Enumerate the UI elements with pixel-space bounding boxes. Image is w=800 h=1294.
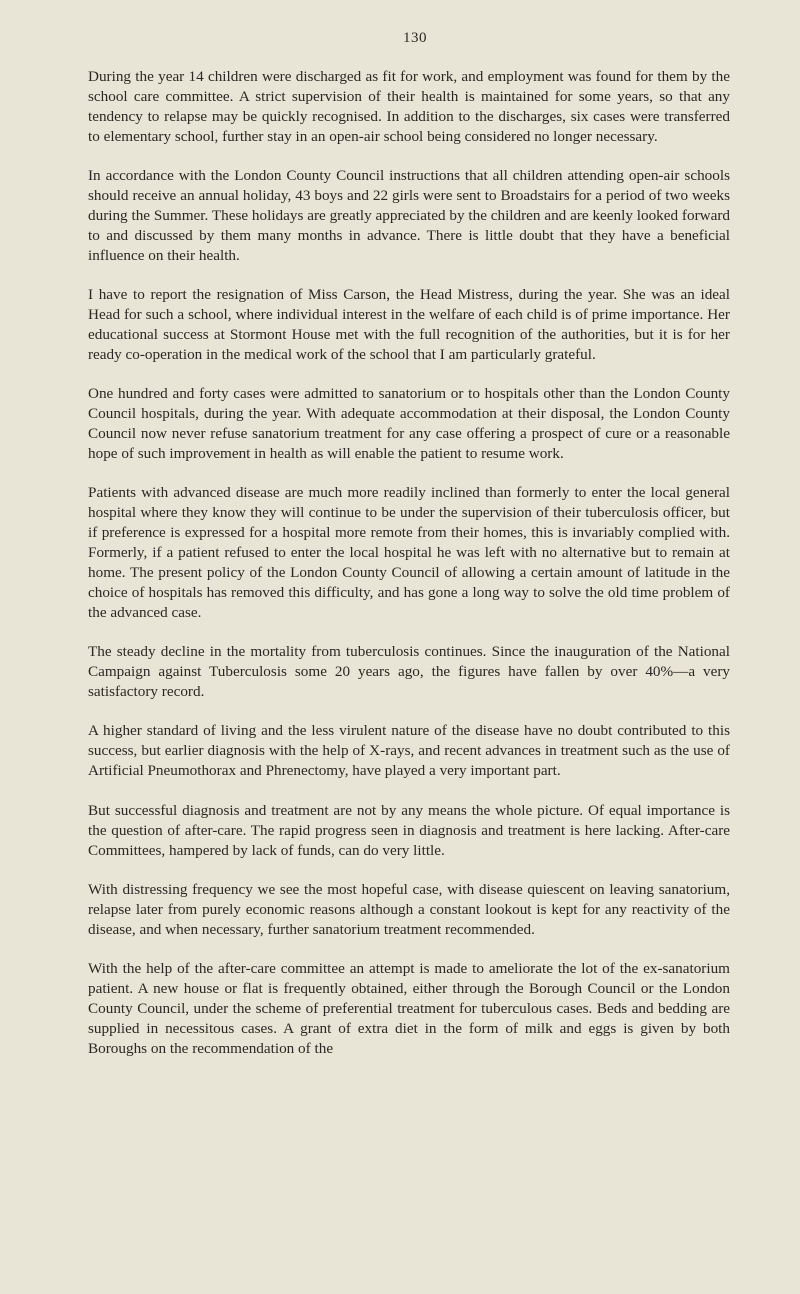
paragraph-contributing-factors: A higher standard of living and the less virulent nature of the disease have no doubt contributed to this success, but earlier diagnosis with the help of X-rays, and recent advances in treatment such as the use of Artificial Pneumothorax and Phrenectomy, have played a very important part. bbox=[88, 722, 730, 780]
paragraph-holidays: In accordance with the London County Council instructions that all children attending open-air schools should receive an annual holiday, 43 boys and 22 girls were sent to Broadstairs for a period of two weeks during the Summer. These holidays are greatly appreciated by the children and are keenly looked forward to and discussed by them many months in advance. There is little doubt that they have a beneficial influence on their health. bbox=[88, 167, 730, 264]
paragraph-sanatorium-admissions: One hundred and forty cases were admitted to sanatorium or to hospitals other than the London County Council hospitals, during the year. With adequate accommodation at their disposal, the London County Council now never refuse sanatorium treatment for any case offering a prospect of cure or a reasonable hope of such improvement in health as will enable the patient to resume work. bbox=[88, 385, 730, 462]
paragraph-resignation: I have to report the resignation of Miss Carson, the Head Mistress, during the year. She was an ideal Head for such a school, where individual interest in the welfare of each child is of prime importance. Her educational success at Stormont House met with the full recognition of the authorities, but it is for her ready co-operation in the medical work of the school that I am particularly grateful. bbox=[88, 286, 730, 363]
paragraph-advanced-disease: Patients with advanced disease are much more readily inclined than formerly to enter the local general hospital where they know they will continue to be under the supervision of their tuberculosis officer, but if preference is expressed for a hospital more remote from their homes, this is invariably complied with. Formerly, if a patient refused to enter the local hospital he was left with no alternative but to remain at home. The present policy of the London County Council of allowing a certain amount of latitude in the choice of hospitals has removed this difficulty, and has gone a long way to solve the old time problem of the advanced case. bbox=[88, 484, 730, 621]
paragraph-mortality-decline: The steady decline in the mortality from tuberculosis continues. Since the inauguration of the National Campaign against Tuberculosis some 20 years ago, the figures have fallen by over 40%—a very satisfactory record. bbox=[88, 643, 730, 701]
page-number: 130 bbox=[403, 30, 427, 46]
paragraph-after-care: But successful diagnosis and treatment are not by any means the whole picture. Of equal importance is the question of after-care. The rapid progress seen in diagnosis and treatment is here lacking. After-care Committees, hampered by lack of funds, can do very little. bbox=[88, 801, 730, 859]
paragraph-relapse: With distressing frequency we see the most hopeful case, with disease quiescent on leaving sanatorium, relapse later from purely economic reasons although a constant lookout is kept for any reactivity of the disease, and when necessary, further sanatorium treatment recommended. bbox=[88, 880, 730, 938]
paragraph-discharges: During the year 14 children were discharged as fit for work, and employment was found for them by the school care committee. A strict supervision of their health is maintained for some years, so that any tendency to relapse may be quickly recognised. In addition to the discharges, six cases were transferred to elementary school, further stay in an open-air school being considered no longer necessary. bbox=[88, 68, 730, 145]
paragraph-after-care-committee: With the help of the after-care committee an attempt is made to ameliorate the lot of the ex-sanatorium patient. A new house or flat is frequently obtained, either through the Borough Council or the London County Council, under the scheme of preferential treatment for tuberculous cases. Beds and bedding are supplied in necessitous cases. A grant of extra diet in the form of milk and eggs is given by both Boroughs on the recommendation of the bbox=[88, 960, 730, 1057]
